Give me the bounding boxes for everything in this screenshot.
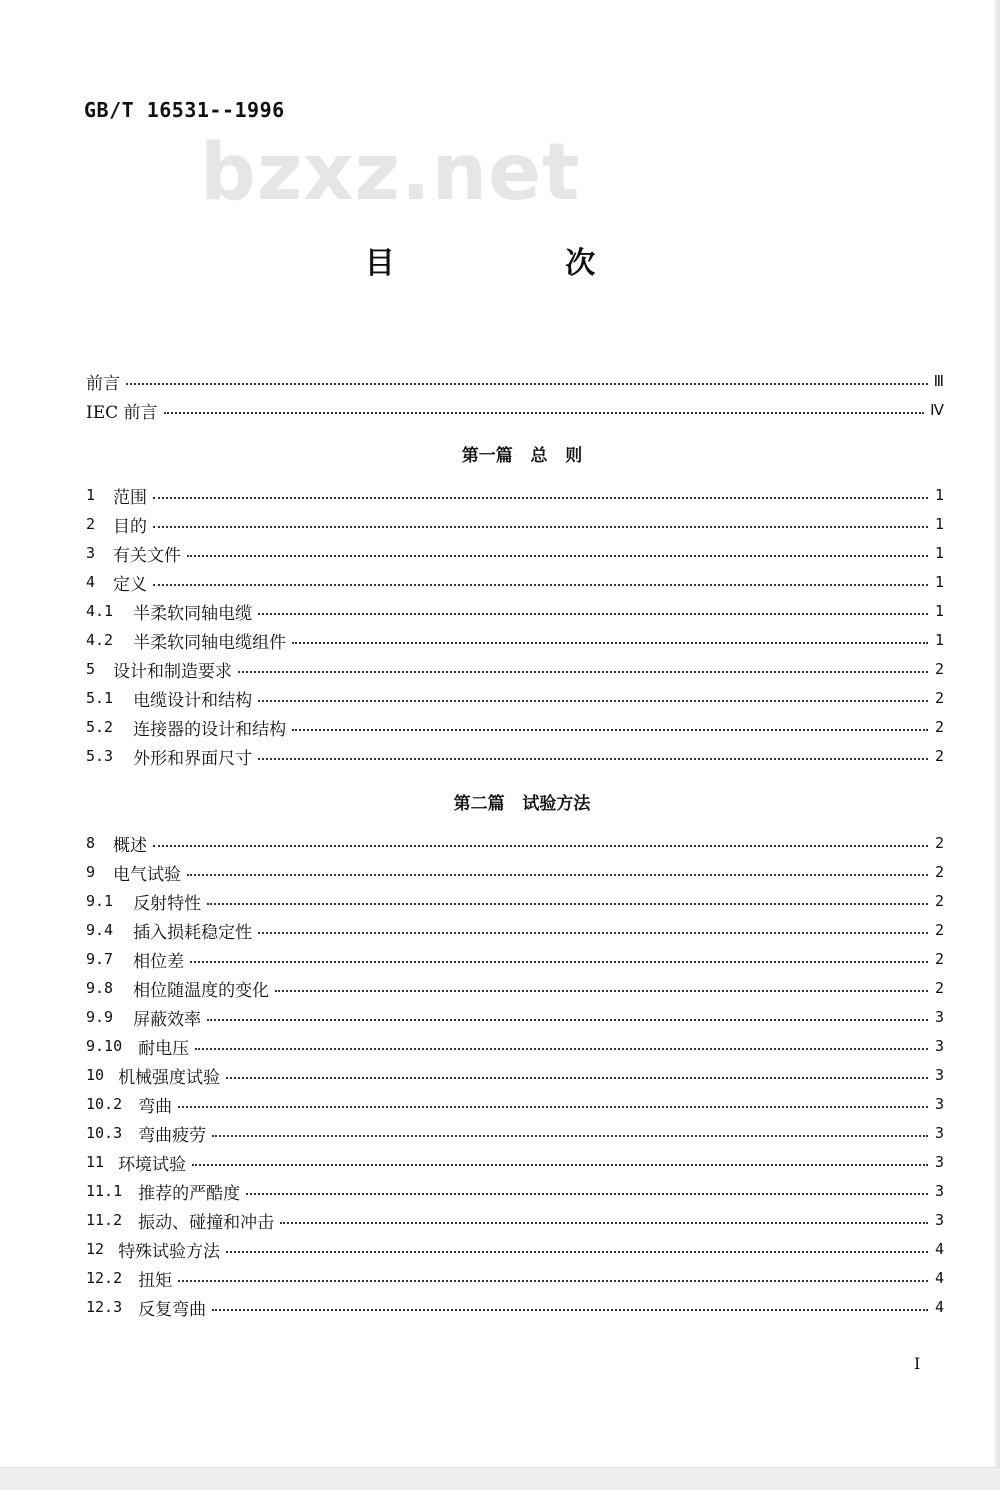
watermark-text: bzxz.net bbox=[200, 128, 581, 218]
toc-entry-label: 设计和制造要求 bbox=[113, 661, 233, 682]
toc-entry-number: 5.3 bbox=[86, 747, 114, 765]
toc-entry-page: 2 bbox=[934, 747, 944, 765]
toc-entry-page: 2 bbox=[934, 950, 944, 968]
toc-entry-page: 1 bbox=[934, 515, 944, 533]
toc-entry-number: 10.2 bbox=[86, 1095, 123, 1113]
toc-entry-number: 11 bbox=[86, 1153, 105, 1171]
toc-entry[interactable] bbox=[86, 656, 944, 682]
toc-entry-label: 相位随温度的变化 bbox=[133, 980, 270, 1001]
toc-entry-number: 8 bbox=[86, 834, 96, 852]
leader-dots bbox=[178, 1280, 928, 1282]
toc-entry[interactable] bbox=[86, 540, 944, 566]
leader-dots bbox=[153, 526, 928, 528]
toc-entry[interactable] bbox=[86, 946, 944, 972]
leader-dots bbox=[292, 642, 928, 644]
toc-entry[interactable] bbox=[86, 743, 944, 769]
toc-entry-number: 9.1 bbox=[86, 892, 114, 910]
page-number: I bbox=[914, 1354, 921, 1373]
toc-entry[interactable] bbox=[86, 1033, 944, 1059]
toc-entry[interactable] bbox=[86, 598, 944, 624]
toc-entry-iec-foreword[interactable] bbox=[86, 397, 944, 423]
toc-entry-number: 9.4 bbox=[86, 921, 114, 939]
toc-entry-number: 4.2 bbox=[86, 631, 114, 649]
leader-dots bbox=[190, 961, 928, 963]
toc-entry-label: 特殊试验方法 bbox=[118, 1241, 221, 1262]
leader-dots bbox=[126, 383, 928, 385]
leader-dots bbox=[212, 1135, 928, 1137]
toc-entry-page: 1 bbox=[934, 573, 944, 591]
toc-entry-label: 机械强度试验 bbox=[118, 1067, 221, 1088]
toc-entry-label: 范围 bbox=[113, 487, 148, 508]
toc-entry-label: 半柔软同轴电缆组件 bbox=[133, 632, 287, 653]
leader-dots bbox=[258, 932, 928, 934]
toc-entry-label: 环境试验 bbox=[118, 1154, 187, 1175]
toc-entry-page: 2 bbox=[934, 863, 944, 881]
toc-entry-label: 插入损耗稳定性 bbox=[133, 922, 253, 943]
toc-entry-label: 半柔软同轴电缆 bbox=[133, 603, 253, 624]
toc-entry-number: 9.7 bbox=[86, 950, 114, 968]
toc-entry-label: IEC 前言 bbox=[86, 402, 158, 423]
toc-entry-label: 反复弯曲 bbox=[138, 1299, 207, 1320]
toc-entry-foreword[interactable] bbox=[86, 368, 944, 394]
leader-dots bbox=[226, 1077, 928, 1079]
leader-dots bbox=[226, 1251, 928, 1253]
toc-entry-page: 4 bbox=[934, 1240, 944, 1258]
leader-dots bbox=[164, 412, 925, 414]
toc-entry-label: 屏蔽效率 bbox=[133, 1009, 202, 1030]
leader-dots bbox=[207, 903, 928, 905]
toc-entry-number: 11.1 bbox=[86, 1182, 123, 1200]
toc-entry[interactable] bbox=[86, 859, 944, 885]
toc-entry-number: 5.2 bbox=[86, 718, 114, 736]
toc-entry-number: 9.10 bbox=[86, 1037, 123, 1055]
toc-entry-page: 2 bbox=[934, 921, 944, 939]
toc-entry[interactable] bbox=[86, 1062, 944, 1088]
part-heading-general: 第一篇 总 则 bbox=[461, 446, 583, 466]
toc-entry-label: 推荐的严酷度 bbox=[138, 1183, 241, 1204]
toc-entry-page: 3 bbox=[934, 1008, 944, 1026]
toc-entry-page: 3 bbox=[934, 1153, 944, 1171]
toc-entry-page: 3 bbox=[934, 1037, 944, 1055]
toc-entry-number: 1 bbox=[86, 486, 96, 504]
toc-entry[interactable] bbox=[86, 482, 944, 508]
leader-dots bbox=[153, 845, 928, 847]
toc-entry-page: 2 bbox=[934, 689, 944, 707]
toc-entry[interactable] bbox=[86, 1207, 944, 1233]
toc-entry-number: 4.1 bbox=[86, 602, 114, 620]
toc-entry-number: 5 bbox=[86, 660, 96, 678]
toc-entry-number: 12.3 bbox=[86, 1298, 123, 1316]
toc-entry-page: 2 bbox=[934, 660, 944, 678]
toc-entry-number: 11.2 bbox=[86, 1211, 123, 1229]
toc-entry-number: 10 bbox=[86, 1066, 105, 1084]
leader-dots bbox=[246, 1193, 928, 1195]
toc-entry-label: 电缆设计和结构 bbox=[133, 690, 253, 711]
leader-dots bbox=[238, 671, 928, 673]
toc-entry-page: Ⅳ bbox=[930, 401, 944, 419]
toc-entry-number: 2 bbox=[86, 515, 96, 533]
toc-entry-page: 3 bbox=[934, 1211, 944, 1229]
toc-entry[interactable] bbox=[86, 1091, 944, 1117]
scan-edge bbox=[994, 0, 1000, 1490]
toc-entry[interactable] bbox=[86, 1294, 944, 1320]
leader-dots bbox=[275, 990, 928, 992]
toc-entry[interactable] bbox=[86, 1149, 944, 1175]
toc-entry-label: 概述 bbox=[113, 835, 148, 856]
toc-entry[interactable] bbox=[86, 888, 944, 914]
toc-entry-label: 扭矩 bbox=[138, 1270, 173, 1291]
toc-entry-page: 2 bbox=[934, 979, 944, 997]
toc-title: 目 次 bbox=[364, 246, 676, 281]
toc-entry-label: 连接器的设计和结构 bbox=[133, 719, 287, 740]
toc-entry-page: Ⅲ bbox=[933, 372, 944, 390]
toc-entry-page: 4 bbox=[934, 1298, 944, 1316]
toc-entry[interactable] bbox=[86, 975, 944, 1001]
toc-entry-label: 目的 bbox=[113, 516, 148, 537]
toc-entry-label: 电气试验 bbox=[113, 864, 182, 885]
leader-dots bbox=[192, 1164, 928, 1166]
leader-dots bbox=[178, 1106, 928, 1108]
leader-dots bbox=[258, 700, 928, 702]
toc-entry[interactable] bbox=[86, 1236, 944, 1262]
part-heading-test-methods: 第二篇 试验方法 bbox=[453, 794, 591, 814]
toc-entry[interactable] bbox=[86, 1004, 944, 1030]
leader-dots bbox=[258, 613, 928, 615]
toc-entry-page: 3 bbox=[934, 1095, 944, 1113]
leader-dots bbox=[187, 555, 928, 557]
toc-entry[interactable] bbox=[86, 511, 944, 537]
toc-entry[interactable] bbox=[86, 1178, 944, 1204]
toc-entry-number: 10.3 bbox=[86, 1124, 123, 1142]
leader-dots bbox=[187, 874, 928, 876]
toc-entry-number: 12 bbox=[86, 1240, 105, 1258]
toc-entry[interactable] bbox=[86, 685, 944, 711]
toc-entry-number: 12.2 bbox=[86, 1269, 123, 1287]
leader-dots bbox=[292, 729, 928, 731]
leader-dots bbox=[258, 758, 928, 760]
toc-entry-number: 9 bbox=[86, 863, 96, 881]
toc-entry-page: 3 bbox=[934, 1182, 944, 1200]
toc-entry-number: 9.8 bbox=[86, 979, 114, 997]
leader-dots bbox=[280, 1222, 928, 1224]
toc-entry-label: 定义 bbox=[113, 574, 148, 595]
toc-entry-label: 弯曲 bbox=[138, 1096, 173, 1117]
toc-entry-number: 4 bbox=[86, 573, 96, 591]
toc-entry-label: 前言 bbox=[86, 373, 120, 394]
toc-entry-page: 1 bbox=[934, 631, 944, 649]
toc-entry-label: 耐电压 bbox=[138, 1038, 190, 1059]
toc-entry[interactable] bbox=[86, 714, 944, 740]
toc-entry[interactable] bbox=[86, 917, 944, 943]
toc-entry-page: 2 bbox=[934, 834, 944, 852]
toc-entry[interactable] bbox=[86, 569, 944, 595]
toc-entry[interactable] bbox=[86, 627, 944, 653]
leader-dots bbox=[207, 1019, 928, 1021]
toc-entry-number: 9.9 bbox=[86, 1008, 114, 1026]
toc-entry-label: 反射特性 bbox=[133, 893, 202, 914]
toc-entry-page: 2 bbox=[934, 892, 944, 910]
leader-dots bbox=[212, 1309, 928, 1311]
toc-entry-label: 相位差 bbox=[133, 951, 185, 972]
toc-entry-page: 2 bbox=[934, 718, 944, 736]
toc-entry-label: 弯曲疲劳 bbox=[138, 1125, 207, 1146]
bottom-scrollbar-strip bbox=[0, 1467, 1000, 1490]
toc-entry-label: 有关文件 bbox=[113, 545, 182, 566]
toc-entry-page: 3 bbox=[934, 1066, 944, 1084]
toc-entry-page: 3 bbox=[934, 1124, 944, 1142]
toc-entry-page: 1 bbox=[934, 486, 944, 504]
toc-entry-page: 4 bbox=[934, 1269, 944, 1287]
toc-entry[interactable] bbox=[86, 1120, 944, 1146]
leader-dots bbox=[195, 1048, 928, 1050]
toc-entry-number: 3 bbox=[86, 544, 96, 562]
toc-entry-label: 外形和界面尺寸 bbox=[133, 748, 253, 769]
leader-dots bbox=[153, 497, 928, 499]
toc-entry-number: 5.1 bbox=[86, 689, 114, 707]
toc-entry[interactable] bbox=[86, 830, 944, 856]
leader-dots bbox=[153, 584, 928, 586]
toc-entry[interactable] bbox=[86, 1265, 944, 1291]
toc-entry-label: 振动、碰撞和冲击 bbox=[138, 1212, 275, 1233]
toc-entry-page: 1 bbox=[934, 602, 944, 620]
toc-entry-page: 1 bbox=[934, 544, 944, 562]
standard-code: GB/T 16531--1996 bbox=[84, 98, 285, 122]
